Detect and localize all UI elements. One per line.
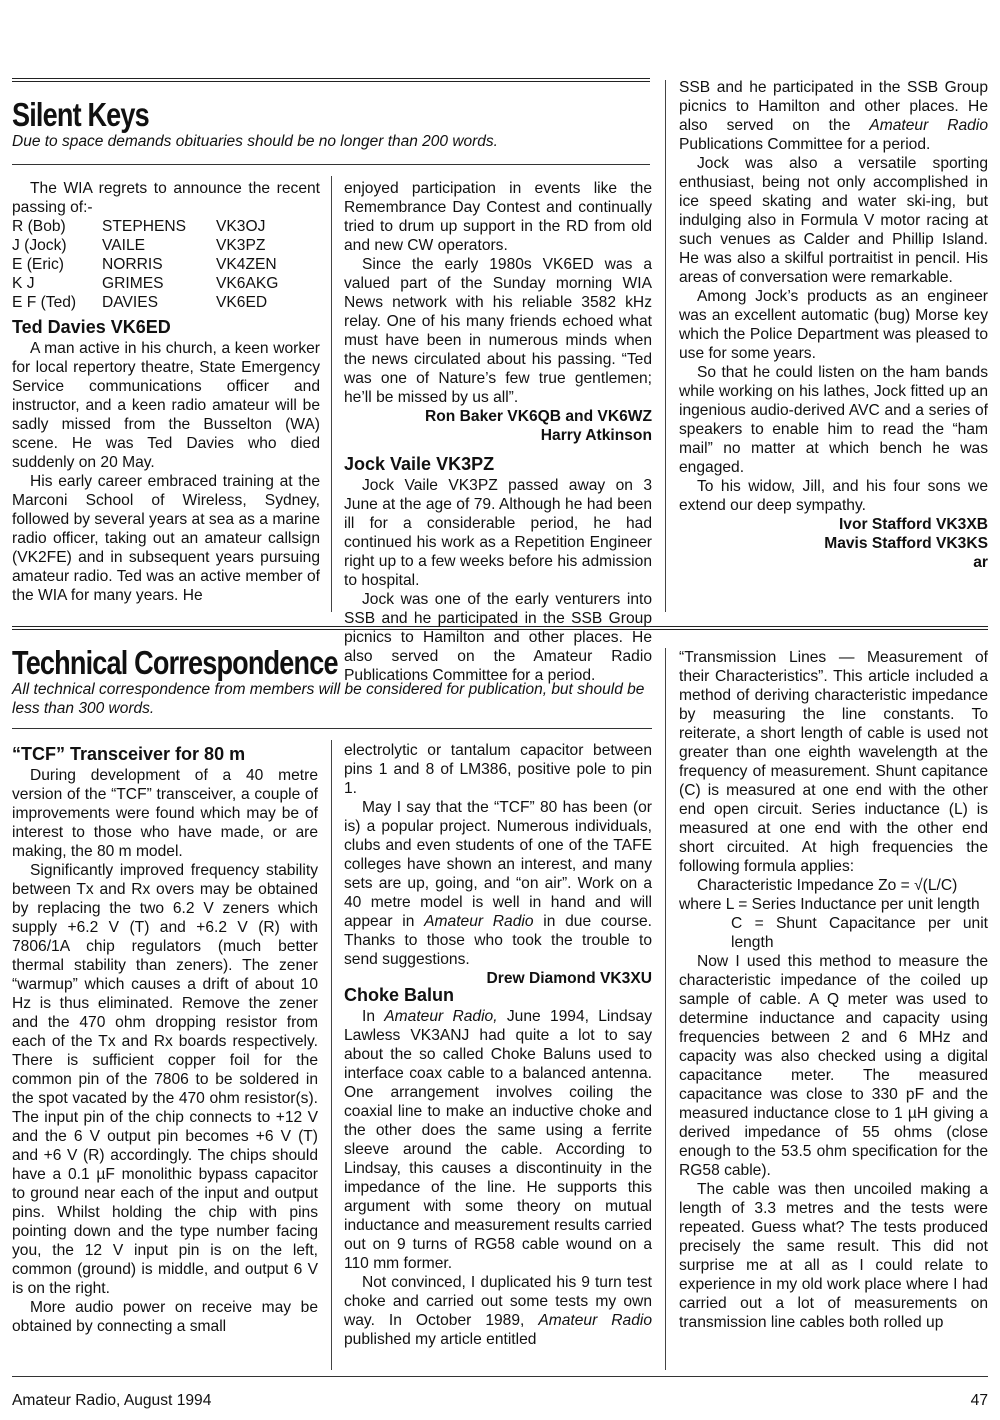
balun-heading: Choke Balun xyxy=(344,985,455,1005)
tech-col-1 xyxy=(12,741,318,1336)
end-mark: ar xyxy=(973,554,988,571)
tcf-paragraph: electrolytic or tantalum capacitor between pins 1 and 8 of LM386, positive pole to pin 1. xyxy=(344,742,652,797)
ted-heading: Ted Davies VK6ED xyxy=(12,317,171,337)
silent-keys-title: Silent Keys xyxy=(12,96,149,133)
ted-paragraph: enjoyed participation in events like the Remembrance Day Contest and continually tried to drum up support in the RD from old and new CW operators. xyxy=(344,180,652,254)
footer-left: Amateur Radio, August 1994 xyxy=(12,1392,212,1409)
top-double-rule xyxy=(12,78,650,82)
jock-signature: Mavis Stafford VK3KS xyxy=(824,535,988,552)
tcf-paragraph: Significantly improved frequency stability between Tx and Rx overs may be obtained by replacing the two 6.2 V zeners which supply +6.2 V (T) and +6.2 V (R) with 7806/1A chip regulators (much better thermal stability than zeners). The zener “warmup” which causes a drift of about 10 Hz is thus eliminated. Remove the zener and the 470 ohm dropping resistor from each of the Tx and Rx boards respectively. There is sufficient copper foil for the common pin of the 7806 to be soldered in the spot vacated by the 470 ohm resistor(s). The input pin of the chip connects to +12 V and the 6 V output pin becomes +6 V (T) and +6 V (R) accordingly. The chips should have a 0.1 µF monolithic bypass capacitor to ground near each of the input and output pins. Whilst holding the chip with pins pointing down and the type number facing you, the 12 V input pin is on the left, common (ground) is middle, and output 6 V is on the right. xyxy=(12,862,318,1297)
jock-signature: Ivor Stafford VK3XB xyxy=(838,516,988,533)
formula: where L = Series Inductance per unit length xyxy=(679,896,980,913)
tech-col-2 xyxy=(344,741,652,1349)
jock-paragraph: Among Jock’s products as an engineer was an excellent automatic (bug) Morse key which the Police Department was pleased to use for some years. xyxy=(679,288,988,362)
formula: Characteristic Impedance Zo = √(L/C) xyxy=(697,877,958,894)
tcf-paragraph: During development of a 40 metre version of the “TCF” transceiver, a couple of improvements were found which may be of interest to those who have made, or are making, the 80 m model. xyxy=(12,767,318,860)
silent-keys-col-2 xyxy=(344,179,652,684)
silent-keys-subtitle: Due to space demands obituaries should be no longer than 200 words. xyxy=(12,133,498,150)
ted-paragraph: His early career embraced training at the Marconi School of Wireless, Sydney, followed by several years at sea as a marine radio officer, taking out an amateur callsign (VK2FE) and in subsequent years pursuing amateur radio. Ted was an active member of the WIA for many years. He xyxy=(12,473,320,604)
tech-col-3 xyxy=(679,648,988,1332)
tech-title: Technical Correspondence xyxy=(12,644,338,681)
column-divider xyxy=(331,740,332,1370)
silent-keys-under-rule xyxy=(12,164,650,165)
jock-heading: Jock Vaile VK3PZ xyxy=(344,454,495,474)
column-divider xyxy=(665,80,666,612)
balun-paragraph: “Transmission Lines — Measurement of their Characteristics”. This article included a method of deriving characteristic impedance by measuring the line constants. To reiterate, a short length of cable is used not greater than one eighth wavelength at the frequency of measurement. Shunt capitance (C) is measured at one end with the other end open circuit. Series inductance (L) is measured at one end with the other end short circuited. At high frequencies the following formula applies: xyxy=(679,649,988,875)
ted-paragraph: Since the early 1980s VK6ED was a valued part of the Sunday morning WIA News network with his reliable 3582 kHz relay. One of his many friends echoed what must have been in numerous minds when the news circulated about his passing. “Ted was one of Nature’s few true gentlemen; he’ll be missed by us all”. xyxy=(344,256,652,406)
balun-paragraph: Not convinced, I duplicated his 9 turn test choke and carried out some tests my own way. In October 1989, Amateur Radio published my article entitled xyxy=(344,1274,653,1348)
jock-paragraph: Jock was also a versatile sporting enthusiast, being not only accomplished in ice speed skating and water ski-ing, but indulging also in Formula V motor racing at such venues as Calder and Phillip Island. He was also a skilful portraitist in pencil. His areas of conversation were remarkable. xyxy=(679,155,988,286)
silent-keys-col-3 xyxy=(679,78,988,572)
tcf-signature: Drew Diamond VK3XU xyxy=(486,970,652,987)
balun-paragraph: Now I used this method to measure the characteristic impedance of the coiled up sample of cable. A Q meter was used to determine inductance and capacity using frequencies between 2 and 6 MHz and capacity was also checked using a digital capacitance meter. The measured capacitance was close to 330 pF and the measured inductance close to 1 µH giving a derived impedance of 55 ohms (close enough to the 53.5 ohm specification for the RG58 cable). xyxy=(679,953,988,1179)
jock-paragraph: Jock Vaile VK3PZ passed away on 3 June at the age of 79. Although he had been ill for a considerable period, he had continued his work as a Repetition Engineer right up to a few weeks before his admission to hospital. xyxy=(344,477,652,589)
column-divider xyxy=(331,176,332,612)
tcf-paragraph-italic: May I say that the “TCF” 80 has been (or is) a popular project. Numerous individuals, clubs and even students of one of the TAFE colleges have shown an interest, and many sets are up, going, and “on air”. Work on a 40 metre model is well in hand and will appear in Amateur Radio in due course. Thanks to those who took the trouble to send suggestions. xyxy=(344,799,652,968)
tech-header xyxy=(12,644,662,718)
silent-keys-header xyxy=(12,96,652,151)
jock-paragraph: To his widow, Jill, and his four sons we extend our deep sympathy. xyxy=(679,478,988,514)
table-row: E F (Ted) DAVIES VK6ED xyxy=(12,294,268,311)
tcf-paragraph: More audio power on receive may be obtained by connecting a small xyxy=(12,1299,318,1335)
table-row: R (Bob) STEPHENS VK3OJ xyxy=(12,218,266,235)
ted-signature: Ron Baker VK6QB and VK6WZ xyxy=(424,408,652,425)
tech-under-rule xyxy=(12,728,652,729)
table-row: E (Eric) NORRIS VK4ZEN xyxy=(12,256,277,273)
silent-keys-col-1 xyxy=(12,179,320,605)
tcf-heading: “TCF” Transceiver for 80 m xyxy=(12,744,246,764)
balun-paragraph: The cable was then uncoiled making a length of 3.3 metres and the tests were repeated. Guess what? The tests produced precisely the same result. This did not surprise me at all as I could relate to experience in my old work place where I had carried out a lot of measurements on transmission line cables both rolled up xyxy=(679,1181,988,1331)
jock-paragraph: Jock was one of the early venturers into SSB and he participated in the SSB Group picnics to Hamilton and other places. He also served on the Amateur Radio Publications Committee for a period. xyxy=(344,591,652,684)
balun-paragraph: In Amateur Radio, June 1994, Lindsay Lawless VK3ANJ had quite a lot to say about the so called Choke Baluns used to interface coax cable to a balanced antenna. One arrangement involves coiling the coaxial line to make an inductive choke and the other does the same using a ferrite sleeve around the cable. According to Lindsay, this causes a discontinuity in the impedance of the line. He supports this argument with some theory on mutual inductance and measurement results carried out on 9 turns of RG58 cable wound on a 110 mm former. xyxy=(344,1008,652,1272)
column-divider xyxy=(665,648,666,1370)
page-number: 47 xyxy=(970,1392,988,1409)
ted-paragraph: A man active in his church, a keen worker for local repertory theatre, State Emergency Service communications officer and instructor, and a keen radio amateur will be sadly missed from the Busselton (WA) scene. He was Ted Davies who died suddenly on 20 May. xyxy=(12,340,320,471)
passings-table xyxy=(12,217,278,312)
table-row: J (Jock) VAILE VK3PZ xyxy=(12,237,266,254)
ted-signature: Harry Atkinson xyxy=(540,427,652,444)
jock-paragraph: So that he could listen on the ham bands while working on his lathes, Jock fitted up an ingenious audio-derived AVC and a series of speakers to enable him to read the “ham mail” no matter at which bench he was engaged. xyxy=(679,364,988,476)
intro-text: The WIA regrets to announce the recent passing of:- xyxy=(12,180,320,216)
section-double-rule xyxy=(12,626,988,630)
tech-subtitle: All technical correspondence from members will be considered for publication, but should be less than 300 words. xyxy=(12,681,645,717)
formula: C = Shunt Capacitance per unit length xyxy=(731,915,988,951)
jock-paragraph-cont: SSB and he participated in the SSB Group picnics to Hamilton and other places. He also served on the Amateur Radio Publications Committee for a period. xyxy=(679,79,988,153)
footer-rule xyxy=(12,1376,988,1377)
table-row: K J GRIMES VK6AKG xyxy=(12,275,279,292)
